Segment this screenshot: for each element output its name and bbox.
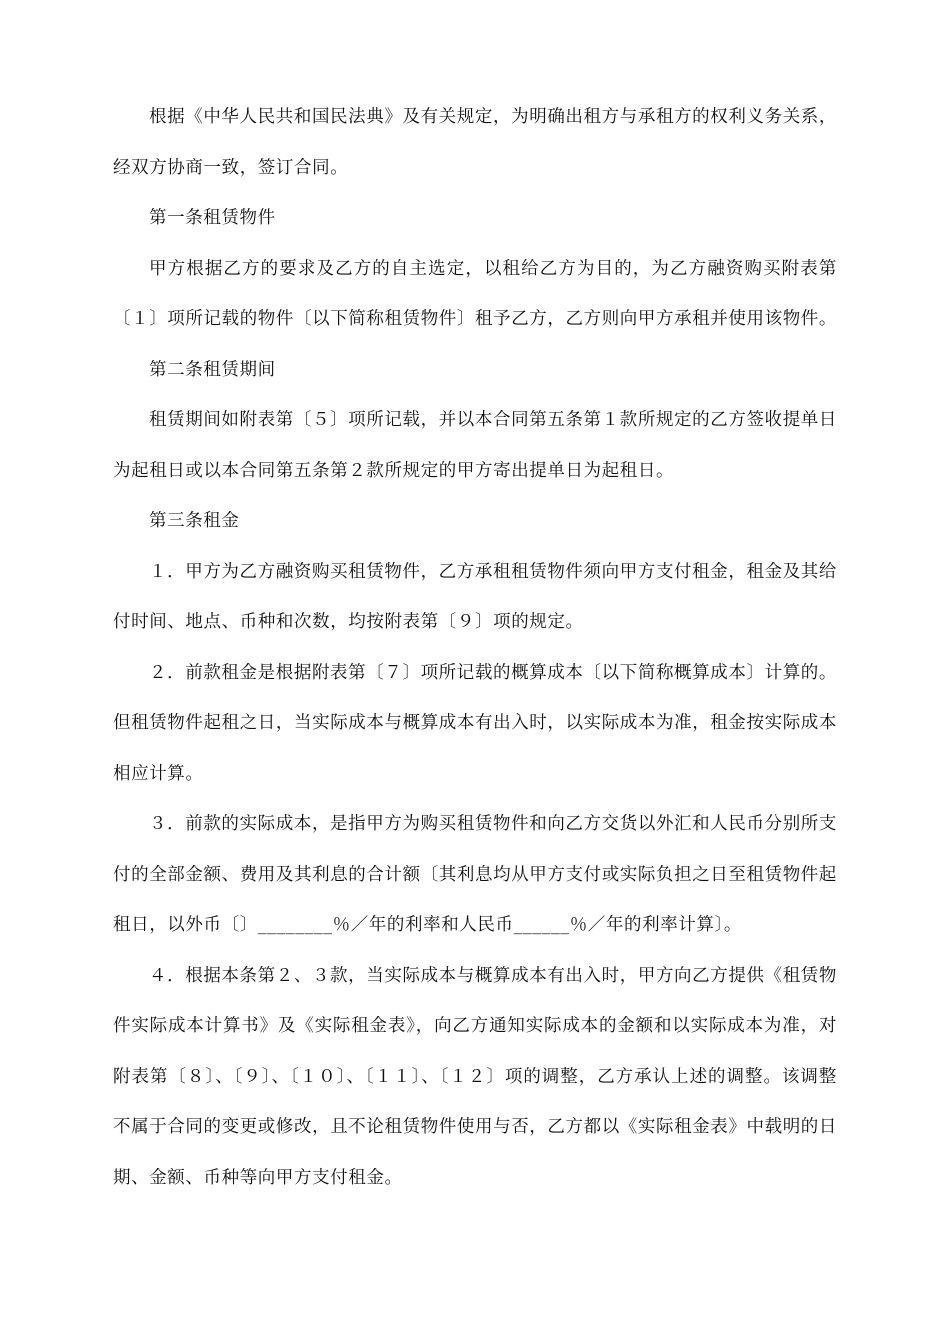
article-3-clause-3: ３．前款的实际成本，是指甲方为购买租赁物件和向乙方交货以外汇和人民币分别所支付的全部金额、费用及其利息的合计额〔其利息均从甲方支付或实际负担之日至租赁物件起租日，以外币〔〕________％／年的利率和人民币______％／年的利率计算〕。 [113, 814, 837, 935]
preamble-paragraph: 根据《中华人民共和国民法典》及有关规定，为明确出租方与承租方的权利义务关系，经双方协商一致，签订合同。 [113, 107, 837, 178]
article-1-paragraph: 甲方根据乙方的要求及乙方的自主选定，以租给乙方为目的，为乙方融资购买附表第〔１〕项所记载的物件〔以下简称租赁物件〕租予乙方，乙方则向甲方承租并使用该物件。 [113, 258, 837, 329]
contract-body [113, 92, 837, 1203]
article-2-heading: 第二条租赁期间 [149, 359, 276, 380]
article-2-paragraph: 租赁期间如附表第〔５〕项所记载，并以本合同第五条第１款所规定的乙方签收提单日为起租日或以本合同第五条第２款所规定的甲方寄出提单日为起租日。 [113, 410, 837, 481]
article-3-clause-2: ２．前款租金是根据附表第〔７〕项所记载的概算成本〔以下简称概算成本〕计算的。但租赁物件起租之日，当实际成本与概算成本有出入时，以实际成本为准，租金按实际成本相应计算。 [113, 662, 837, 784]
article-3-clause-1: １．甲方为乙方融资购买租赁物件，乙方承租租赁物件须向甲方支付租金，租金及其给付时间、地点、币种和次数，均按附表第〔９〕项的规定。 [113, 561, 837, 632]
article-3-heading: 第三条租金 [149, 511, 240, 531]
article-3-clause-4: ４．根据本条第２、３款，当实际成本与概算成本有出入时，甲方向乙方提供《租赁物件实际成本计算书》及《实际租金表》，向乙方通知实际成本的金额和以实际成本为准，对附表第〔８〕、〔９〕、〔１０〕、〔１１〕、〔１２〕项的调整，乙方承认上述的调整。该调整不属于合同的变更或修改，且不论租赁物件使用与否，乙方都以《实际租金表》中载明的日期、金额、币种等向甲方支付租金。 [113, 965, 837, 1188]
article-1-heading: 第一条租赁物件 [149, 208, 276, 228]
